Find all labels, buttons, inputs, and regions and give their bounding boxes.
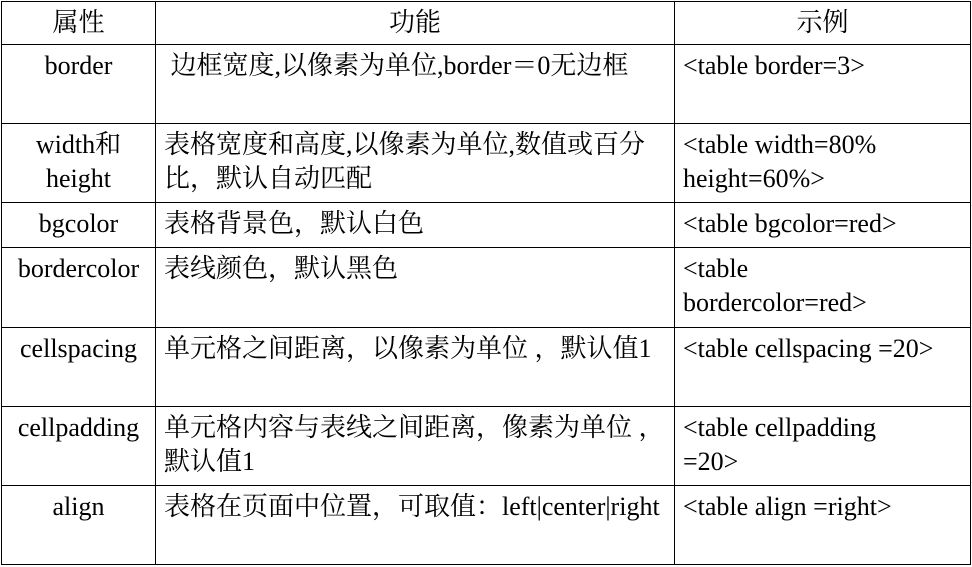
header-row: [2, 2, 971, 45]
attribute-cell: align: [2, 485, 156, 564]
function-cell: 表线颜色，默认黑色: [156, 248, 675, 327]
example-cell: [675, 124, 971, 203]
attribute-cell: bgcolor: [2, 203, 156, 248]
example-cell-text: <table width=80% height=60%>: [683, 130, 877, 194]
header-function: 功能: [156, 2, 675, 45]
example-cell-text: <table bordercolor=red>: [683, 254, 867, 318]
table-row: [2, 248, 971, 327]
function-cell: 边框宽度,以像素为单位,border＝0无边框: [156, 45, 675, 124]
attribute-table: [1, 1, 971, 565]
attribute-cell: border: [2, 45, 156, 124]
attribute-cell: bordercolor: [2, 248, 156, 327]
table-row: [2, 124, 971, 203]
attribute-cell: [2, 124, 156, 203]
attribute-cell: cellpadding: [2, 406, 156, 485]
table-row: [2, 327, 971, 406]
table-row: [2, 203, 971, 248]
table-row: [2, 406, 971, 485]
function-cell: 表格背景色，默认白色: [156, 203, 675, 248]
attribute-cell: cellspacing: [2, 327, 156, 406]
table-row: [2, 45, 971, 124]
header-attribute: 属性: [2, 2, 156, 45]
function-cell: 表格宽度和高度,以像素为单位,数值或百分比，默认自动匹配: [156, 124, 675, 203]
table-row: [2, 485, 971, 564]
example-cell: <table border=3>: [675, 45, 971, 124]
example-cell: [675, 406, 971, 485]
example-cell-text: <table cellpadding =20>: [683, 412, 876, 476]
example-cell: <table bgcolor=red>: [675, 203, 971, 248]
function-cell: 单元格内容与表线之间距离，像素为单位 ，默认值1: [156, 406, 675, 485]
function-cell: 表格在页面中位置，可取值：left|center|right: [156, 485, 675, 564]
header-example: 示例: [675, 2, 971, 45]
example-cell: <table cellspacing =20>: [675, 327, 971, 406]
function-cell: 单元格之间距离，以像素为单位 ，默认值1: [156, 327, 675, 406]
example-cell: <table align =right>: [675, 485, 971, 564]
example-cell: [675, 248, 971, 327]
attribute-cell-text: width和height: [35, 130, 122, 194]
